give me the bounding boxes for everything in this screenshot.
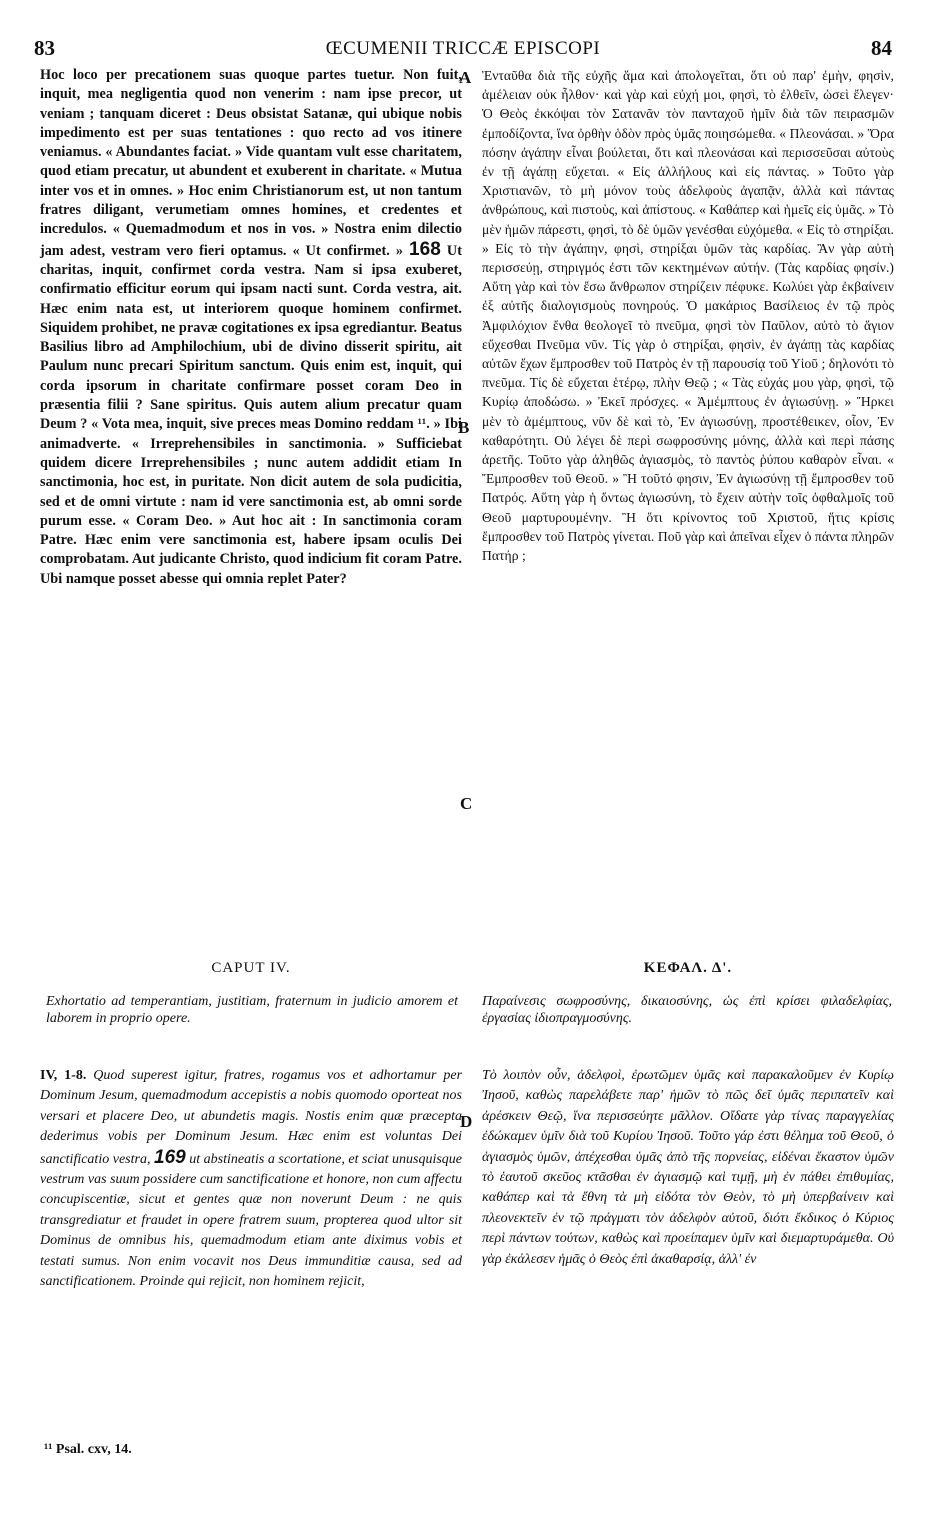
margin-page-number: 168 — [409, 238, 441, 260]
latin-scripture-part1: Quod superest igitur, fratres, rogamus vos et adhortamur per Dominum Jesum, quemadmodum accepistis a nobis quomodo oporteat nos versari et placere Deo, ut abundetis magis. Nostis enim quæ præcepta dederimus vobis per Dominum Jesum. Hæc enim est voluntas Dei sanctificatio vestra, — [40, 1068, 463, 1167]
greek-commentary: Ἐνταῦθα διὰ τῆς εὐχῆς ἅμα καὶ ἀπολογεῖται, ὅτι οὐ παρ' ἐμὴν, φησὶν, ἀμέλειαν οὐκ ἦλθον· καὶ γὰρ καὶ εὐχή μοι, φησὶ, τὸ ἐλθεῖν, ὡσεὶ ἔλεγεν· Ὁ Θεὸς ἐκκόψαι τὸν Σατανᾶν τὸν πανταχοῦ ἡμῖν διὰ τῶν πειρασμῶν ἐμποδίζοντα, ἵνα ὀρθὴν ὁδὸν πρὸς ὑμᾶς ποιησώμεθα. « Πλεονάσαι. » Ὅρα πόσην ἀγάπην εἶναι βούλεται, ὅτι καὶ πλεονάσαι καὶ περισσεῦσαι αὐτοὺς ἐν τῇ ἀγάπῃ εὔχεται. « Εἰς ἀλλήλους καὶ εἰς πάντας. » Τοῦτο γὰρ Χριστιανῶν, τὸ μὴ μόνον τοὺς ἀδελφοὺς ἀγαπᾷν, ἀλλὰ καὶ πάντας ἀνθρώπους, καὶ πιστοὺς, καὶ ἀπίστους. « Καθάπερ καὶ ἡμεῖς εἰς ὑμᾶς. » Τὸ μὲν ἡμῶν πάρεστι, φησὶ, τὸ δὲ ὑμῶν γενέσθαι εὐχόμεθα. « Εἰς τὸ στηρίξαι. » Εἰς τὸ τὴν ἀγάπην, φησὶ, στηρίξαι ὑμῶν τὰς καρδίας. Ἂν γὰρ αὐτὴ περισσεύῃ, στηριγμός ἐστι τῶν κεκτημένων αὐτήν. (Τὰς καρδίας φησίν.) Αὕτη γὰρ καὶ τὸν ἔσω ἄνθρωπον στηρίζειν πέφυκε. Κωλύει γὰρ ἐκβαίνειν ἐξ αὐτῆς διαλογισμοὺς πονηρούς. Ὁ μακάριος Βασίλειος ἐν τῷ πρὸς Ἀμφιλόχιον ἔνθα θεολογεῖ τὸ πνεῦμα, φησὶ τὸν Παῦλον, αὐτὸ τὸ ἅγιον εὔχεσθαι Πνεῦμα νῦν. Τίς γὰρ ὁ στηρίξαι, φησὶν, ἐν ἀγάπῃ τὰς καρδίας αὐτῶν ἔχων ἔμπροσθεν τοῦ Πατρὸς ἐν τῇ παρουσίᾳ τοῦ Υἱοῦ ; δηλονότι τὸ πνεῦμα. Τίς δὲ εὔχεται ἑτέρῳ, πλὴν Θεῷ ; « Τὰς εὐχάς μου γὰρ, φησὶ, τῷ Κυρίῳ ἀποδώσω. » Ἐκεῖ πρόσχες. « Ἀμέμπτους ἐν ἁγιωσύνῃ. » Ἤρκει μὲν τὸ ἀμέμπτους, νῦν δὲ καὶ τὸ, Ἐν ἁγιωσύνῃ, προστέθεικεν, οἷον, Ἐν καθαρότητι. Οὐ λέγει δὲ περὶ σωφροσύνης μόνης, ἀλλὰ καὶ περὶ πάσης ἀρετῆς. Τοῦτο γὰρ ἀληθῶς ἁγιασμὸς, τὸ παντὸς ῥύπου καθαρὸν εἶναι. « Ἔμπροσθεν τοῦ Θεοῦ. » Ἢ τοῦτό φησιν, Ἐν ἁγιωσύνῃ τῇ ἔμπροσθεν τοῦ Πατρός. Αὕτη γὰρ ἡ ὄντως ἁγιωσύνη, τὸ ἔχειν αὐτὴν τοῖς ὀφθαλμοῖς τοῦ Θεοῦ μαρτυρουμένην. Ἢ ὅτι κρίνοντος τοῦ Χριστοῦ, ἥτις κρίσις ἔμπροσθεν τοῦ Πατρὸς γίνεται. Ποῦ γὰρ καὶ ἀπεῖναι εἶχεν ὁ πάντα πληρῶν Πατήρ ; — [482, 68, 894, 564]
chapter-summary-latin: Exhortatio ad temperantiam, justitiam, fraternum in judicio amorem et laborem in proprio opere. — [46, 994, 458, 1026]
page-header — [34, 36, 892, 60]
verse-reference: IV, 1-8. — [40, 1068, 87, 1083]
latin-commentary-part2: Ut charitas, inquit, confirmet corda vestra. Nam si ipsa exuberet, confirmatio efficitur eorum qui ipsam nacti sunt. Corda vestra, ait. Hæc enim nata est, ut interiorem quoque hominem confirmet. Siquidem prohibet, ne pravæ cogitationes ex ipsa egrediantur. Beatus Basilius libro ad Amphilochium, ubi de divino disserit spiritu, ait Paulum nunc precari Spiritum sanctum. Quis enim est, inquit, qui corda ipsorum in charitate confirmare posset coram Deo in præsentia filii ? Sane spiritus. Quis autem alium precatur quam Deum ? « Vota mea, inquit, sive preces meas Domino reddam ¹¹. » Ibi animadverte. « Irreprehensibiles in sanctimonia. » Sufficiebat quidem dicere Irreprehensibiles ; nunc autem addidit etiam In sanctimonia, hoc est, in puritate. Non dicit autem de sola pudicitia, sed et de omni virtute : nam id vere sanctimonia est, ab omni sorde purum esse. « Coram Deo. » Aut hoc ait : In sanctimonia coram Patre. Hæc enim vere sanctimonia est, habere ipsam oculis Dei comprobatam. Aut judicante Christo, quod indicium fit coram Patre. Ubi namque posset abesse qui omnia replet Pater? — [40, 242, 462, 587]
latin-scripture-part2: ut abstineatis a scortatione, et sciat unusquisque vestrum vas suum possidere cum sanctificatione et honore, non cum affectu concupiscentiæ, sicut et gentes quæ non noverunt Deum : ne quis transgrediatur et fraudet in opere fratrem suum, propterea quod ultor sit Dominus de omnibus his, quemadmodum etiam ante diximus vobis et testati sumus. Non enim vocavit nos Deus immunditiæ causa, sed ad sanctificationem. Proinde qui rejicit, non hominem rejicit, — [40, 1151, 462, 1290]
section-marker-b: B — [458, 418, 470, 437]
section-marker-a: A — [459, 68, 472, 87]
chapter-summary-greek: Παραίνεσις σωφροσύνης, δικαιοσύνης, ὡς ἐπὶ κρίσει φιλαδελφίας, ἐργασίας ἰδιοπραγμοσύνης. — [482, 994, 892, 1026]
section-marker-c: C — [460, 794, 473, 813]
section-marker-d: D — [460, 1112, 473, 1131]
latin-commentary — [40, 66, 462, 589]
running-title: ŒCUMENII TRICCÆ EPISCOPI — [325, 38, 601, 59]
greek-scripture-text: Τὸ λοιπὸν οὖν, ἀδελφοὶ, ἐρωτῶμεν ὑμᾶς καὶ παρακαλοῦμεν ἐν Κυρίῳ Ἰησοῦ, καθὼς παρελάβετε παρ' ἡμῶν τὸ πῶς δεῖ ὑμᾶς περιπατεῖν καὶ ἀρέσκειν Θεῷ, ἵνα περισσεύητε μᾶλλον. Οἴδατε γὰρ τίνας παραγγελίας ἐδώκαμεν ὑμῖν διὰ τοῦ Κυρίου Ἰησοῦ. Τοῦτο γάρ ἐστι θέλημα τοῦ Θεοῦ, ὁ ἁγιασμὸς ὑμῶν, ἀπέχεσθαι ὑμᾶς ἀπὸ τῆς πορνείας, εἰδέναι ἕκαστον ὑμῶν τὸ ἑαυτοῦ σκεῦος κτᾶσθαι ἐν ἁγιασμῷ καὶ τιμῇ, μὴ ἐν πάθει ἐπιθυμίας, καθάπερ καὶ τὰ ἔθνη τὰ μὴ εἰδότα τὸν Θεὸν, τὸ μὴ ὑπερβαίνειν καὶ πλεονεκτεῖν ἐν τῷ πράγματι τὸν ἀδελφὸν αὐτοῦ, διότι ἔκδικος ὁ Κύριος περὶ πάντων τούτων, καθὼς καὶ προείπαμεν ὑμῖν καὶ διεμαρτυράμεθα. Οὐ γὰρ ἐκάλεσεν ἡμᾶς ὁ Θεὸς ἐπὶ ἀκαθαρσίᾳ, ἀλλ' ἐν — [482, 1068, 894, 1267]
margin-page-number-2: 169 — [154, 1146, 186, 1168]
chapter-heading-greek: ΚΕΦΑΛ. Δ'. — [643, 960, 733, 976]
footnote: ¹¹ Psal. cxv, 14. — [44, 1442, 132, 1457]
page-number-right: 84 — [871, 36, 892, 60]
page-number-left: 83 — [34, 36, 55, 60]
latin-commentary-part1: Hoc loco per precationem suas quoque partes tuetur. Non fuit, inquit, mea negligentia quod non venerim : nam ipse precor, ut veniam ; tanquam diceret : Deus obsistat Satanæ, qui ubique nobis impedimento est per suas tentationes : quo recto ad vos itinere veniamus. « Abundantes faciat. » Vide quantam vult esse charitatem, quod etiam precatur, ut abundent et exuberent in charitate. « Mutua inter vos et in omnes. » Hoc enim Christianorum est, ut non tantum fratres diligant, verumetiam omnes homines, et credentes et incredulos. « Quemadmodum et nos in vos. » Nostra enim dilectio jam adest, vestram vero fieri optamus. « Ut confirmet. » — [40, 67, 462, 259]
chapter-heading-latin: CAPUT IV. — [211, 960, 291, 976]
latin-scripture-text — [40, 1066, 462, 1292]
